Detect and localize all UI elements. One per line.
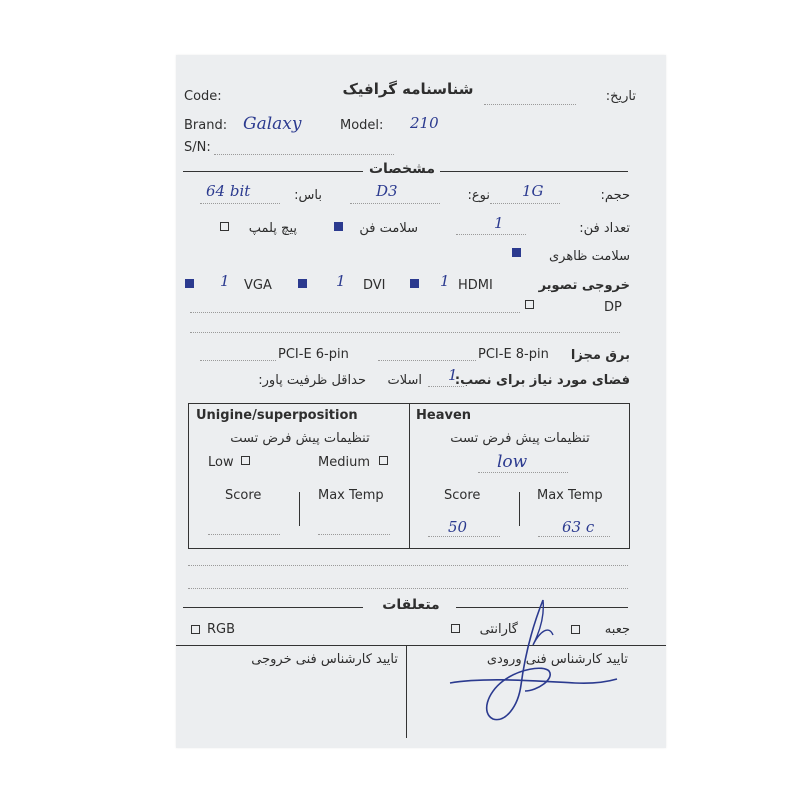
brand-value: Galaxy: [243, 114, 302, 134]
hdmi-label: HDMI: [458, 278, 493, 293]
vga-checkbox[interactable]: [185, 279, 194, 288]
slot-label: اسلات: [387, 373, 422, 388]
bus-dotted-line: [200, 203, 280, 204]
unigine-score-label: Score: [225, 488, 262, 503]
notes-dotted-line: [188, 565, 628, 566]
dvi-count: 1: [336, 272, 346, 290]
date-dotted-line: [484, 104, 576, 105]
accessories-section-title: متعلقات: [382, 597, 440, 613]
model-value: 210: [410, 114, 439, 132]
pcie8-label: PCI-E 8-pin: [478, 347, 549, 362]
heaven-settings-label: تنظیمات پیش فرض تست: [450, 431, 590, 446]
box-label: جعبه: [604, 622, 630, 637]
heaven-preset-value: low: [497, 452, 528, 472]
approvals-divider: [406, 645, 407, 738]
dvi-checkbox[interactable]: [298, 279, 307, 288]
unigine-maxtemp-label: Max Temp: [318, 488, 384, 503]
warranty-label: گارانتی: [479, 622, 518, 637]
code-label: Code:: [184, 89, 222, 104]
vga-label: VGA: [244, 278, 272, 293]
pcie6-label: PCI-E 6-pin: [278, 347, 349, 362]
sn-label: S/N:: [184, 140, 211, 155]
unigine-score-dotted-line: [208, 534, 280, 535]
unigine-score-separator: [299, 492, 300, 526]
outputs-dotted-line: [190, 312, 520, 313]
min-psu-label: حداقل ظرفیت پاور:: [258, 373, 366, 388]
unigine-title: Unigine/superposition: [196, 408, 358, 423]
install-space-value: 1: [448, 366, 458, 384]
unigine-maxtemp-dotted-line: [318, 534, 390, 535]
unigine-low-label: Low: [208, 455, 234, 470]
bus-label: باس:: [294, 188, 322, 203]
heaven-score-value: 50: [448, 518, 468, 536]
technician-signature: [445, 595, 625, 730]
type-value: D3: [376, 182, 398, 200]
incoming-approval-label: تایید کارشناس فنی ورودی: [486, 652, 628, 667]
dp-checkbox[interactable]: [525, 300, 534, 309]
outgoing-approval-label: تایید کارشناس فنی خروجی: [251, 652, 398, 667]
form-title: شناسنامه گرافیک: [342, 80, 474, 98]
outputs-dotted-line-2: [190, 332, 620, 333]
dp-label: DP: [604, 300, 622, 315]
type-dotted-line: [350, 203, 440, 204]
rgb-checkbox[interactable]: [191, 625, 200, 634]
bus-value: 64 bit: [206, 182, 251, 200]
heaven-maxtemp-label: Max Temp: [537, 488, 603, 503]
heaven-score-dotted-line: [428, 536, 500, 537]
fan-health-label: سلامت فن: [359, 221, 418, 236]
appearance-checkbox[interactable]: [512, 248, 521, 257]
benchmark-table-divider: [409, 403, 410, 549]
pcie6-dotted-line: [200, 360, 276, 361]
heaven-preset-dotted-line: [478, 472, 568, 473]
fan-count-dotted-line: [456, 234, 526, 235]
appearance-label: سلامت ظاهری: [548, 249, 630, 264]
fan-count-label: تعداد فن:: [579, 221, 630, 236]
screw-seal-label: پیچ پلمپ: [248, 221, 297, 236]
type-label: نوع:: [467, 188, 490, 203]
outputs-label: خروجی تصویر: [538, 278, 630, 293]
model-label: Model:: [340, 118, 384, 133]
notes-dotted-line-2: [188, 588, 628, 589]
pcie8-dotted-line: [378, 360, 476, 361]
hdmi-checkbox[interactable]: [410, 279, 419, 288]
unigine-low-checkbox[interactable]: [241, 456, 250, 465]
screw-seal-checkbox[interactable]: [220, 222, 229, 231]
heaven-title: Heaven: [416, 408, 472, 423]
install-space-label: فضای مورد نیاز برای نصب:: [454, 373, 630, 388]
brand-label: Brand:: [184, 118, 228, 133]
specs-divider-left: [183, 171, 363, 172]
unigine-medium-checkbox[interactable]: [379, 456, 388, 465]
capacity-value: 1G: [522, 182, 544, 200]
rgb-label: RGB: [207, 622, 236, 637]
specs-section-title: مشخصات: [368, 161, 436, 177]
capacity-label: حجم:: [600, 188, 630, 203]
dvi-label: DVI: [363, 278, 386, 293]
date-label: تاریخ:: [605, 89, 636, 104]
unigine-medium-label: Medium: [318, 455, 370, 470]
sn-dotted-line: [214, 154, 394, 155]
heaven-score-label: Score: [444, 488, 481, 503]
install-space-dotted-line: [428, 386, 464, 387]
hdmi-count: 1: [440, 272, 450, 290]
fan-count-value: 1: [494, 214, 504, 232]
capacity-dotted-line: [490, 203, 560, 204]
heaven-maxtemp-value: 63 c: [562, 518, 595, 536]
vga-count: 1: [220, 272, 230, 290]
power-label: برق مجزا: [570, 348, 630, 363]
heaven-score-separator: [519, 492, 520, 526]
specs-divider-right: [440, 171, 628, 172]
unigine-settings-label: تنظیمات پیش فرض تست: [230, 431, 370, 446]
fan-health-checkbox[interactable]: [334, 222, 343, 231]
heaven-maxtemp-dotted-line: [538, 536, 610, 537]
accessories-divider-left: [183, 607, 363, 608]
